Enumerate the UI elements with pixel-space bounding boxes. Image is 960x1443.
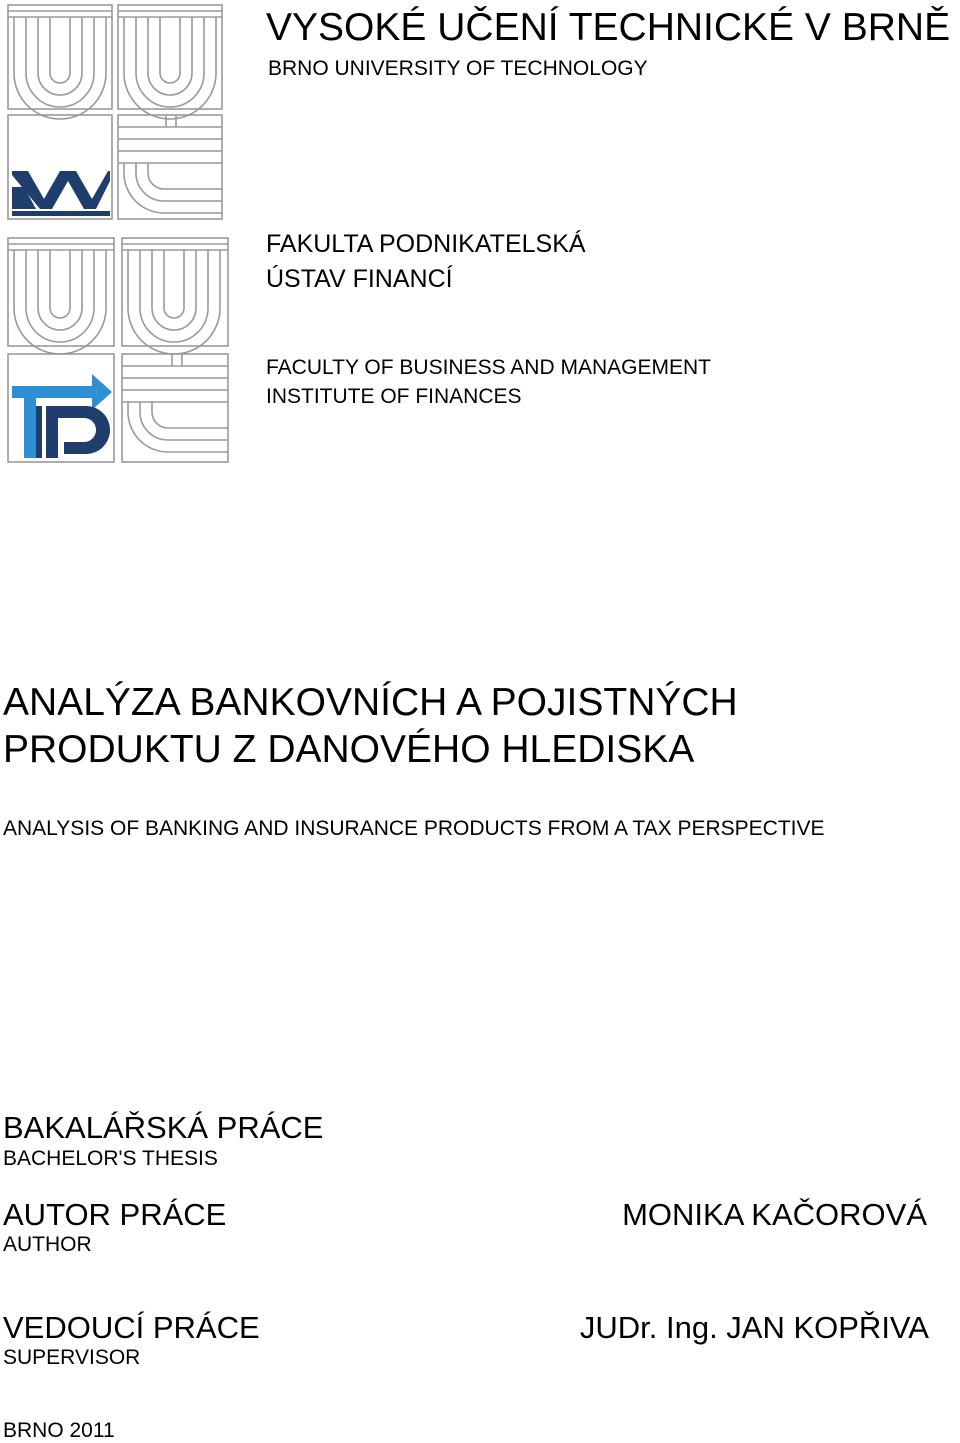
institute-name-cz: ÚSTAV FINANCÍ — [266, 265, 453, 293]
thesis-title-cz-line2: PRODUKTU Z DANOVÉHO HLEDISKA — [3, 728, 695, 771]
university-name-en: BRNO UNIVERSITY OF TECHNOLOGY — [268, 57, 648, 80]
supervisor-label-en: SUPERVISOR — [3, 1346, 141, 1369]
thesis-title-cz-line1: ANALÝZA BANKOVNÍCH A POJISTNÝCH — [3, 681, 738, 724]
supervisor-label-cz: VEDOUCÍ PRÁCE — [3, 1310, 260, 1345]
faculty-name-en: FACULTY OF BUSINESS AND MANAGEMENT — [266, 356, 711, 379]
faculty-logo — [6, 236, 232, 464]
place-year: BRNO 2011 — [3, 1419, 115, 1442]
university-logo — [6, 3, 226, 221]
university-name-cz: VYSOKÉ UČENÍ TECHNICKÉ V BRNĚ — [266, 6, 951, 49]
institute-name-en: INSTITUTE OF FINANCES — [266, 385, 522, 408]
thesis-title-en: ANALYSIS OF BANKING AND INSURANCE PRODUCTS FROM A TAX PERSPECTIVE — [3, 817, 825, 840]
supervisor-name: JUDr. Ing. JAN KOPŘIVA — [579, 1310, 929, 1345]
thesis-type-en: BACHELOR'S THESIS — [3, 1147, 218, 1170]
author-name: MONIKA KAČOROVÁ — [622, 1197, 927, 1232]
thesis-type-cz: BAKALÁŘSKÁ PRÁCE — [3, 1110, 324, 1145]
author-label-cz: AUTOR PRÁCE — [3, 1197, 227, 1232]
author-label-en: AUTHOR — [3, 1233, 92, 1256]
faculty-name-cz: FAKULTA PODNIKATELSKÁ — [266, 230, 586, 258]
